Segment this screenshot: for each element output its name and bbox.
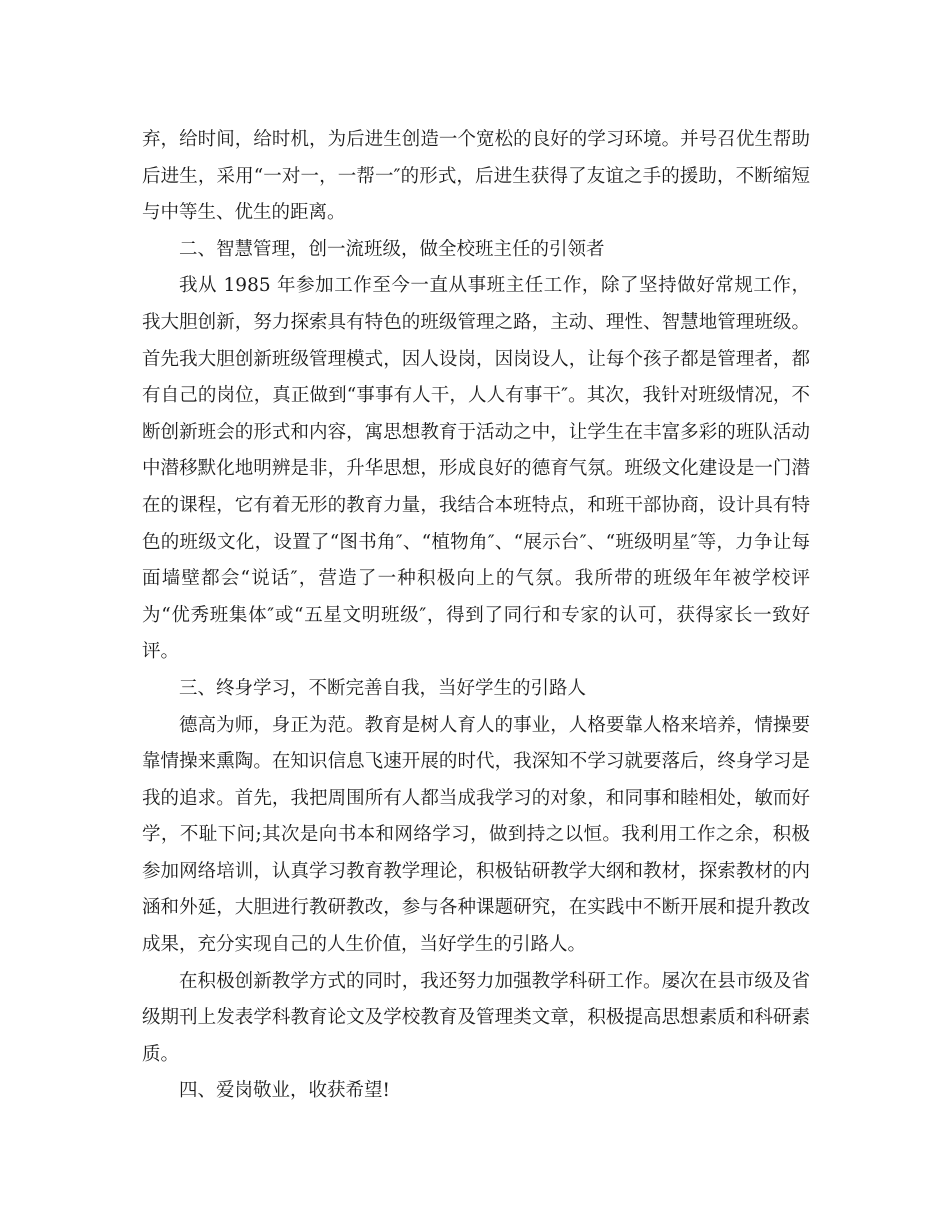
paragraph-class-management: 我从 1985 年参加工作至今一直从事班主任工作，除了坚持做好常规工作，我大胆创新，努力探索具有特色的班级管理之路，主动、理性、智慧地管理班级。首先我大胆创新班级管理模式，因人设岗，因岗设人，让每个孩子都是管理者，都有自己的岗位，真正做到“事事有人干，人人有事干″。其次，我针对班级情况，不断创新班会的形式和内容，寓思想教育于活动之中，让学生在丰富多彩的班队活动中潜移默化地明辨是非，升华思想，形成良好的德育气氛。班级文化建设是一门潜在的课程，它有着无形的教育力量，我结合本班特点，和班干部协商，设计具有特色的班级文化，设置了“图书角″、“植物角″、“展示台″、“班级明星″等，力争让每面墙壁都会“说话″，营造了一种积极向上的气氛。我所带的班级年年被学校评为“优秀班集体″或“五星文明班级″，得到了同行和专家的认可，获得家长一致好评。 [142, 275, 810, 663]
document-body [142, 122, 810, 1110]
paragraph-research: 在积极创新教学方式的同时，我还努力加强教学科研工作。屡次在县市级及省级期刊上发表学科教育论文及学校教育及管理类文章，积极提高思想素质和科研素质。 [142, 970, 810, 1065]
paragraph-lifelong-learning: 德高为师，身正为范。教育是树人育人的事业，人格要靠人格来培养，情操要靠情操来熏陶。在知识信息飞速开展的时代，我深知不学习就要落后，终身学习是我的追求。首先，我把周围所有人都当成我学习的对象，和同事和睦相处，敏而好学，不耻下问;其次是向书本和网络学习，做到持之以恒。我利用工作之余，积极参加网络培训，认真学习教育教学理论，积极钻研教学大纲和教材，探索教材的内涵和外延，大胆进行教研教改，参与各种课题研究，在实践中不断开展和提升教改成果，充分实现自己的人生价值，当好学生的引路人。 [142, 714, 810, 956]
section-heading-3: 三、终身学习，不断完善自我，当好学生的引路人 [179, 677, 587, 699]
paragraph-continuation: 弃，给时间，给时机，为后进生创造一个宽松的良好的学习环境。并号召优生帮助后进生，采用“一对一，一帮一″的形式，后进生获得了友谊之手的援助，不断缩短与中等生、优生的距离。 [142, 129, 810, 224]
section-heading-4: 四、爱岗敬业，收获希望! [179, 1080, 390, 1102]
section-heading-2: 二、智慧管理，创一流班级，做全校班主任的引领者 [179, 238, 605, 260]
